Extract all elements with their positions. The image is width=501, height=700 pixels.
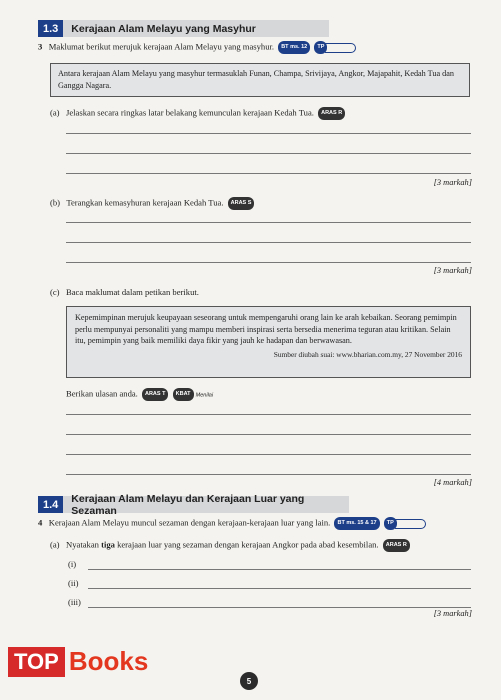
kbat-sub-label: Menilai [195,392,214,399]
section-title: Kerajaan Alam Melayu yang Masyhur [63,20,329,37]
part-text-post: kerajaan luar yang sezaman dengan kerajaan Angkor pada abad kesembilan. [114,539,379,550]
answer-line[interactable] [66,242,471,243]
section-title: Kerajaan Alam Melayu dan Kerajaan Luar yang Sezaman [63,496,349,513]
info-box: Antara kerajaan Alam Melayu yang masyhur termasuklah Funan, Champa, Srivijaya, Angkor, Majapahit, Kedah Tua dan Gangga Nagara. [50,63,470,97]
part-text-pre: Nyatakan [66,539,102,550]
textbook-ref-badge: BT ms. 12 [278,41,310,54]
answer-line[interactable] [66,474,471,475]
question-number: 4 [38,517,43,528]
part-text: Terangkan kemasyhuran kerajaan Kedah Tua. [66,197,224,208]
answer-line[interactable] [88,588,471,589]
question-3a [50,107,470,120]
item-label: (ii) [68,578,79,588]
passage-text: Kepemimpinan merujuk keupayaan seseorang untuk mempengaruhi orang lain ke arah kebaikan. Seorang pemimpin perlu mempunyai personaliti yang mampu memberi inspirasi serta bersedia menerima teguran atau kritikan. Selain itu, pemimpin yang baik memiliki daya fikir yang jauh ke hadapan dan berwawasan. [75,313,457,345]
question-text: Kerajaan Alam Melayu muncul sezaman dengan kerajaan-kerajaan luar yang lain. [48,517,331,528]
item-label: (i) [68,559,77,569]
marks-label: [3 markah] [433,609,472,618]
section-header-1-3 [38,20,329,37]
part-label: (c) [50,287,60,297]
aras-badge: ARAS R [318,107,345,120]
section-number: 1.4 [38,496,63,513]
marks-label: [3 markah] [433,266,472,275]
part-text: Baca maklumat dalam petikan berikut. [66,287,199,297]
textbook-ref-badge: BT ms. 15 & 17 [334,517,379,530]
answer-line[interactable] [66,262,471,263]
answer-line[interactable] [66,153,471,154]
prompt-text: Berikan ulasan anda. [66,388,138,399]
aras-badge: ARAS R [383,539,410,552]
tp-badge-tail [325,43,356,53]
answer-line[interactable] [88,569,471,570]
part-text: Jelaskan secara ringkas latar belakang kemunculan kerajaan Kedah Tua. [66,107,314,118]
tp-badge-tail [395,519,426,529]
marks-label: [4 markah] [433,478,472,487]
section-number: 1.3 [38,20,63,37]
part-label: (a) [50,539,60,550]
passage-source: Sumber diubah suai: www.bharian.com.my, 27 November 2016 [273,349,462,359]
question-3-stem [38,41,478,54]
question-4-stem [38,517,478,530]
answer-line[interactable] [66,454,471,455]
topbooks-logo [8,646,148,677]
aras-badge: ARAS S [228,197,255,210]
question-text: Maklumat berikut merujuk kerajaan Alam Melayu yang masyhur. [48,41,275,52]
question-3b [50,197,470,210]
answer-line[interactable] [66,133,471,134]
page-number: 5 [240,672,258,690]
part-label: (b) [50,197,61,208]
kbat-badge: KBAT [173,388,194,401]
answer-line[interactable] [66,434,471,435]
logo-books-text: Books [68,646,149,676]
question-4a [50,539,480,552]
part-text-bold: tiga [101,539,115,550]
answer-line[interactable] [66,173,471,174]
marks-label: [3 markah] [433,178,472,187]
part-label: (a) [50,107,60,118]
answer-line[interactable] [66,222,471,223]
logo-top-text: TOP [8,647,65,677]
answer-line[interactable] [66,414,471,415]
tp-badge: TP [384,517,397,530]
section-header-1-4 [38,492,349,517]
aras-badge: ARAS T [142,388,168,401]
question-3c-prompt [66,388,466,401]
answer-line[interactable] [88,607,471,608]
tp-badge: TP [314,41,327,54]
question-3c [50,287,470,298]
item-label: (iii) [68,597,81,607]
passage-box [66,306,471,378]
question-number: 3 [38,41,43,52]
